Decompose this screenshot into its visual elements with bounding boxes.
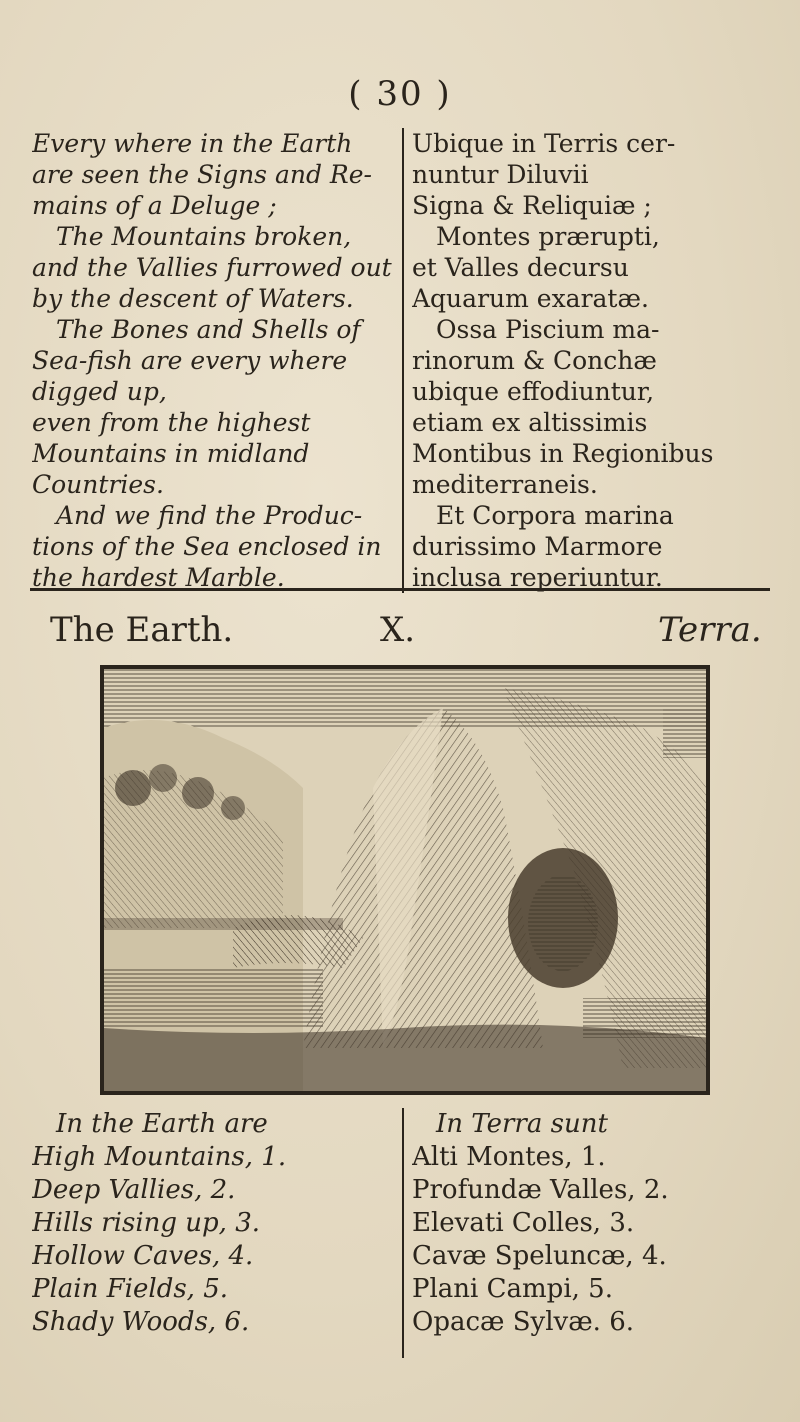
text-line: Countries. bbox=[32, 470, 164, 499]
text-line: by the descent of Waters. bbox=[32, 284, 354, 313]
text-line: Hills rising up, 3. bbox=[32, 1208, 261, 1238]
text-line: Cavæ Speluncæ, 4. bbox=[412, 1241, 667, 1271]
text-line: the hardest Marble. bbox=[32, 563, 285, 592]
text-line: Plani Campi, 5. bbox=[412, 1274, 613, 1304]
top-english-column bbox=[32, 128, 402, 593]
text-line: and the Vallies furrowed out bbox=[32, 253, 392, 282]
text-line: Profundæ Valles, 2. bbox=[412, 1175, 669, 1205]
top-latin-column bbox=[402, 128, 792, 593]
caption-numeral: X. bbox=[380, 610, 416, 650]
engraving-drawing bbox=[103, 668, 707, 1092]
text-line: Every where in the Earth bbox=[32, 129, 353, 158]
bottom-latin-column bbox=[402, 1108, 792, 1358]
text-line: ubique effodiuntur, bbox=[412, 377, 655, 406]
text-line: tions of the Sea enclosed in bbox=[32, 532, 382, 561]
text-line: And we find the Produc- bbox=[56, 501, 363, 530]
caption-english: The Earth. bbox=[50, 610, 234, 650]
text-line: Plain Fields, 5. bbox=[32, 1274, 229, 1304]
text-line: Mountains in midland bbox=[32, 439, 310, 468]
text-line: Deep Vallies, 2. bbox=[32, 1175, 236, 1205]
text-line: Signa & Reliquiæ ; bbox=[412, 191, 652, 220]
text-line: High Mountains, 1. bbox=[32, 1142, 287, 1172]
text-line: are seen the Signs and Re- bbox=[32, 160, 372, 189]
text-line: Alti Montes, 1. bbox=[412, 1142, 606, 1172]
page-number: ( 30 ) bbox=[348, 74, 452, 114]
text-line: Shady Woods, 6. bbox=[32, 1307, 250, 1337]
foreground-ground bbox=[103, 1025, 707, 1092]
text-line: Montibus in Regionibus bbox=[412, 439, 714, 468]
caption-latin: Terra. bbox=[658, 610, 762, 650]
text-line: The Bones and Shells of bbox=[56, 315, 361, 344]
text-line: Hollow Caves, 4. bbox=[32, 1241, 254, 1271]
text-line: digged up, bbox=[32, 377, 167, 406]
text-line: durissimo Marmore bbox=[412, 532, 663, 561]
section-divider bbox=[30, 588, 770, 591]
text-line: Ubique in Terris cer- bbox=[412, 129, 676, 158]
text-line: etiam ex altissimis bbox=[412, 408, 648, 437]
bottom-english-column bbox=[32, 1108, 402, 1339]
text-line: Montes prærupti, bbox=[436, 222, 660, 251]
text-line: The Mountains broken, bbox=[56, 222, 352, 251]
text-line: Sea-fish are every where bbox=[32, 346, 348, 375]
text-line: mains of a Deluge ; bbox=[32, 191, 277, 220]
text-line: In Terra sunt bbox=[436, 1109, 608, 1139]
text-line: et Valles decursu bbox=[412, 253, 629, 282]
text-line: Opacæ Sylvæ. 6. bbox=[412, 1307, 635, 1337]
text-line: mediterraneis. bbox=[412, 470, 598, 499]
text-line: even from the highest bbox=[32, 408, 311, 437]
text-line: In the Earth are bbox=[56, 1109, 268, 1139]
landscape-engraving bbox=[100, 665, 710, 1095]
text-line: Ossa Piscium ma- bbox=[436, 315, 660, 344]
text-line: inclusa reperiuntur. bbox=[412, 563, 663, 592]
text-line: rinorum & Conchæ bbox=[412, 346, 657, 375]
text-line: Et Corpora marina bbox=[436, 501, 674, 530]
text-line: Elevati Colles, 3. bbox=[412, 1208, 635, 1238]
illustration-caption bbox=[0, 610, 800, 650]
text-line: Aquarum exaratæ. bbox=[412, 284, 649, 313]
text-line: nuntur Diluvii bbox=[412, 160, 589, 189]
